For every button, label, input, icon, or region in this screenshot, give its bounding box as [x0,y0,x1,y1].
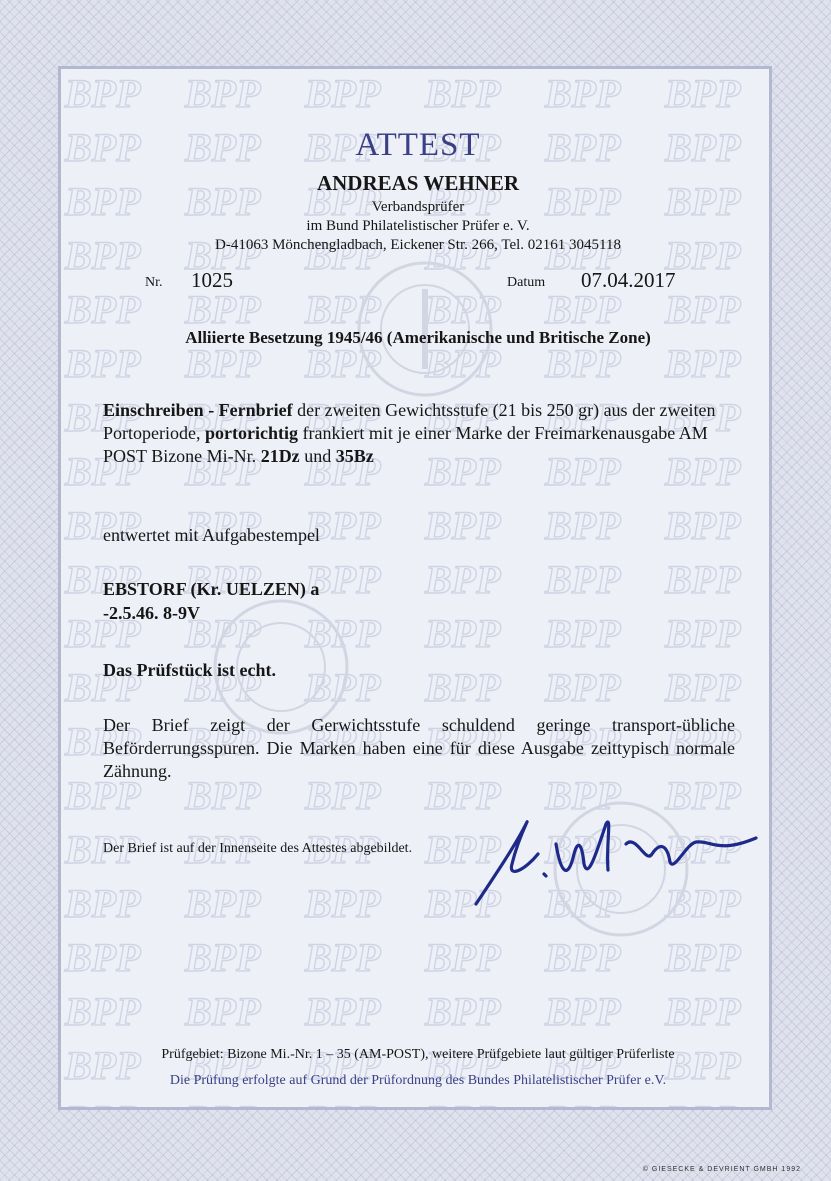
description-text-a: der zweiten Gewichtsstufe (21 bis 250 gr) aus der zweiten Portoperiode, [103,400,716,443]
postage-correct: portorichtig [204,423,298,443]
subject-line: Alliierte Besetzung 1945/46 (Amerikanische und Britische Zone) [185,328,651,347]
number-label: Nr. [145,275,163,290]
postmark-line-2: -2.5.46. 8-9V [103,603,200,623]
certificate-title: ATTEST [355,127,481,163]
verdict: Das Prüfstück ist echt. [103,660,276,680]
examiner-role: Verbandsprüfer [371,199,465,215]
inner-note: Der Brief ist auf der Innenseite des Attestes abgebildet. [103,841,413,856]
letter-description [103,399,735,468]
stamp-number-2: 35Bz [335,446,374,466]
footer-scope: Prüfgebiet: Bizone Mi.-Nr. 1 – 35 (AM-POST), weitere Prüfgebiete laut gültiger Prüferliste [161,1047,675,1062]
copyright-notice: © GIESECKE & DEVRIENT GMBH 1992 [642,1166,801,1173]
condition-text: Der Brief zeigt der Gerwichtsstufe schuldend geringe transport-übliche Beförderrungsspuren. Die Marken haben eine für diese Ausgabe zeittypisch normale Zähnung. [103,715,735,781]
examiner-name: ANDREAS WEHNER [316,171,520,195]
association: im Bund Philatelistischer Prüfer e. V. [306,218,530,234]
address: D-41063 Mönchengladbach, Eickener Str. 266, Tel. 02161 3045118 [215,237,621,253]
description-text-b: frankiert mit je einer Marke der Freimarkenausgabe AM POST Bizone Mi-Nr. [103,423,708,466]
stamp-number-1: 21Dz [260,446,300,466]
cancel-text: entwertet mit Aufgabestempel [103,525,320,545]
description-text-c: und [299,446,336,466]
footer-regulation: Die Prüfung erfolgte auf Grund der Prüfordnung des Bundes Philatelistischer Prüfer e.V. [169,1073,667,1088]
signature [456,784,766,914]
date-value: 07.04.2017 [581,268,676,292]
number-value: 1025 [191,268,233,292]
date-label: Datum [507,275,546,290]
letter-type: Einschreiben - Fernbrief [103,400,293,420]
certificate-content [61,69,769,1107]
certificate-frame [58,66,772,1110]
postmark-line-1: EBSTORF (Kr. UELZEN) a [103,579,320,599]
